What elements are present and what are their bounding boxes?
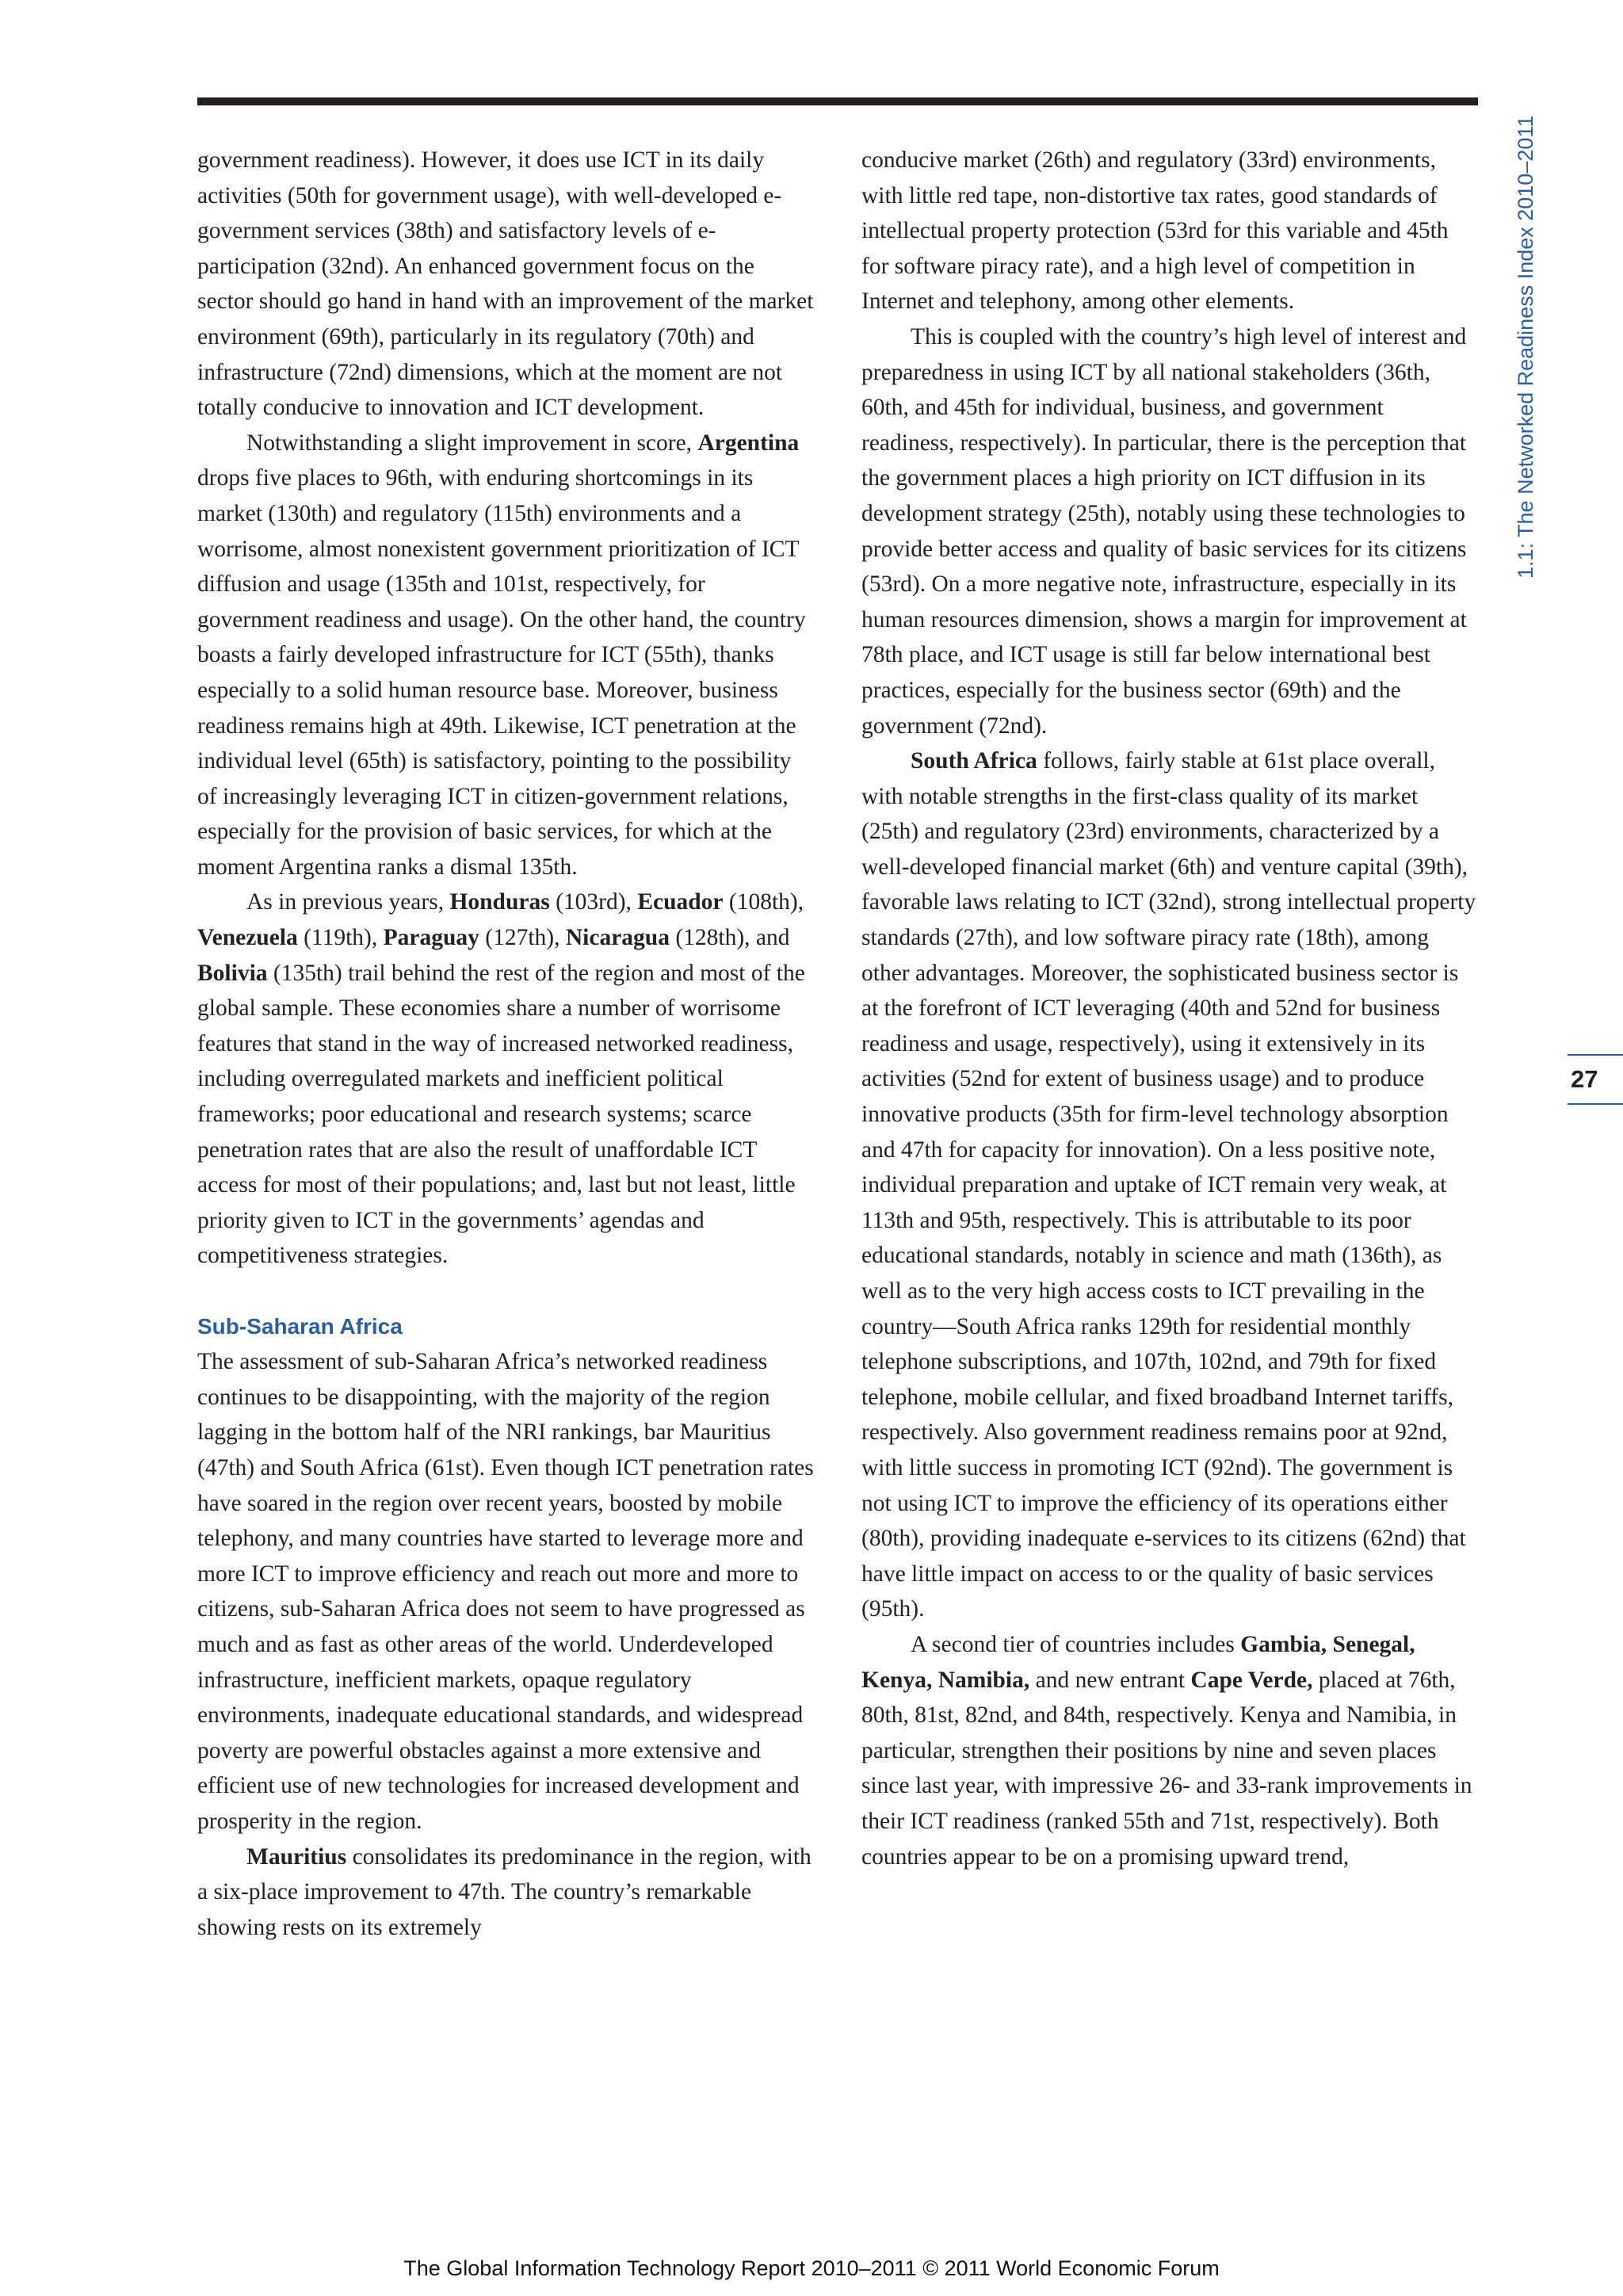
country-name-paraguay: Paraguay (383, 925, 479, 951)
country-name-south-africa: South Africa (911, 748, 1037, 774)
paragraph-sub-saharan-intro: The assessment of sub-Saharan Africa’s networked readiness continues to be disappointing, with the majority of the region lagging in the bottom half of the NRI rankings, bar Mauritius (47th) and South Africa (61st). Even though ICT penetration rates have soared in the region over recent years, boosted by mobile telephony, and many countries have started to leverage more and more ICT to improve efficiency and reach out more and more to citizens, sub-Saharan Africa does not seem to have progressed as much and as fast as other areas of the world. Underdeveloped infrastructure, inefficient markets, opaque regulatory environments, inadequate educational standards, and widespread poverty are powerful obstacles against a more extensive and efficient use of new technologies for increased development and prosperity in the region. (197, 1349, 814, 1834)
paragraph-text: As in previous years, (246, 889, 450, 915)
paragraph-mauritius-readiness: This is coupled with the country’s high level of interest and preparedness in using ICT by all national stakeholders (36th, 60th, and 45th for individual, business, and government readiness, respectively). In particular, there is the perception that the government places a high priority on ICT diffusion in its development strategy (25th), notably using these technologies to provide better access and quality of basic services for its citizens (53rd). On a more negative note, infrastructure, especially in its human resources dimension, shows a margin for improvement at 78th place, and ICT usage is still far below international best practices, especially for the business sector (69th) and the government (72nd). (861, 323, 1467, 739)
country-name-mauritius: Mauritius (246, 1843, 347, 1870)
section-heading-sub-saharan-africa: Sub-Saharan Africa (197, 1313, 403, 1339)
country-name-nicaragua: Nicaragua (565, 925, 670, 951)
country-name-cape-verde: Cape Verde, (1190, 1667, 1313, 1693)
paragraph-laggard-countries (197, 884, 814, 1274)
paragraph-second-tier (861, 1627, 1478, 1874)
paragraph-mauritius-continued: conducive market (26th) and regulatory (33rd) environments, with little red tape, non-distortive tax rates, good standards of intellectual property protection (53rd for this variable and 45th for software piracy rate), and a high level of competition in Internet and telephony, among other elements. (861, 147, 1449, 315)
paragraph-argentina (197, 426, 814, 885)
paragraph-text: follows, fairly stable at 61st place overall, with notable strengths in the first-class quality of its market (25th) and regulatory (23rd) environments, characterized by a well-developed financial market (6th) and venture capital (39th), favorable laws relating to ICT (32nd), strong intellectual property standards (27th), and low software piracy rate (18th), among other advantages. Moreover, the sophisticated business sector is at the forefront of ICT leveraging (40th and 52nd for business readiness and usage, respectively), using it extensively in its activities (52nd for extent of business usage) and to produce innovative products (35th for firm-level technology absorption and 47th for capacity for innovation). On a less positive note, individual preparation and uptake of ICT remain very weak, at 113th and 95th, respectively. This is attributable to its poor educational standards, notably in science and math (136th), as well as to the very high access costs to ICT prevailing in the country—South Africa ranks 129th for residential monthly telephone subscriptions, and 107th, 102nd, and 79th for fixed telephone, mobile cellular, and fixed broadband Internet tariffs, respectively. Also government readiness remains poor at 92nd, with little success in promoting ICT (92nd). The government is not using ICT to improve the efficiency of its operations either (80th), providing inadequate e-services to its citizens (62nd) that have little impact on access to or the quality of basic services (95th). (861, 748, 1476, 1622)
paragraph-text: Notwithstanding a slight improvement in score, (246, 430, 698, 456)
left-column (197, 143, 814, 1945)
page-footer: The Global Information Technology Report 2010–2011 © 2011 World Economic Forum (403, 2256, 1220, 2280)
paragraph-text: (127th), (479, 925, 566, 951)
paragraph-mauritius (197, 1839, 814, 1946)
paragraph-text: (108th), (723, 889, 804, 915)
top-rule (197, 97, 1478, 105)
country-names-second-tier: Gambia, Senegal, Kenya, Namibia, (861, 1631, 1415, 1693)
country-name-venezuela: Venezuela (197, 925, 298, 951)
paragraph-text: and new entrant (1029, 1667, 1191, 1693)
page-number: 27 (1571, 1065, 1598, 1093)
country-name-ecuador: Ecuador (637, 889, 724, 915)
paragraph-text: (119th), (297, 925, 384, 951)
paragraph-text: placed at 76th, 80th, 81st, 82nd, and 84th, respectively. Kenya and Namibia, in particular, strengthen their positions by nine and seven places since last year, with impressive 26- and 33-rank improvements in their ICT readiness (ranked 55th and 71st, respectively). Both countries appear to be on a promising upward trend, (861, 1667, 1472, 1870)
country-name-bolivia: Bolivia (197, 960, 268, 986)
paragraph-text: A second tier of countries includes (911, 1631, 1241, 1657)
running-head: 1.1: The Networked Readiness Index 2010–2011 (1514, 115, 1537, 579)
paragraph-text: (128th), and (669, 925, 790, 951)
paragraph-colombia-continued: government readiness). However, it does use ICT in its daily activities (50th for government usage), with well-developed e-government services (38th) and satisfactory levels of e-participation (32nd). An enhanced government focus on the sector should go hand in hand with an improvement of the market environment (69th), particularly in its regulatory (70th) and infrastructure (72nd) dimensions, which at the moment are not totally conducive to innovation and ICT development. (197, 147, 814, 421)
paragraph-text: (135th) trail behind the rest of the region and most of the global sample. These economies share a number of worrisome features that stand in the way of increased networked readiness, including overregulated markets and inefficient political frameworks; poor educational and research systems; scarce penetration rates that are also the result of unaffordable ICT access for most of their populations; and, last but not least, little priority given to ICT in the governments’ agendas and competitiveness strategies. (197, 960, 805, 1269)
country-name-argentina: Argentina (697, 430, 800, 456)
page-number-rule-top (1568, 1054, 1623, 1056)
paragraph-text: consolidates its predominance in the region, with a six-place improvement to 47th. The country’s remarkable showing rests on its extremely (197, 1843, 812, 1940)
page-number-rule-bottom (1568, 1103, 1623, 1105)
country-name-honduras: Honduras (449, 889, 550, 915)
paragraph-text: (103rd), (549, 889, 638, 915)
paragraph-text: drops five places to 96th, with enduring shortcomings in its market (130th) and regulatory (115th) environments and a worrisome, almost nonexistent government prioritization of ICT diffusion and usage (135th and 101st, respectively, for government readiness and usage). On the other hand, the country boasts a fairly developed infrastructure for ICT (55th), thanks especially to a solid human resource base. Moreover, business readiness remains high at 49th. Likewise, ICT penetration at the individual level (65th) is satisfactory, pointing to the possibility of increasingly leveraging ICT in citizen-government relations, especially for the provision of basic services, for which at the moment Argentina ranks a dismal 135th. (197, 465, 806, 880)
paragraph-south-africa (861, 743, 1478, 1627)
right-column (861, 143, 1478, 1874)
